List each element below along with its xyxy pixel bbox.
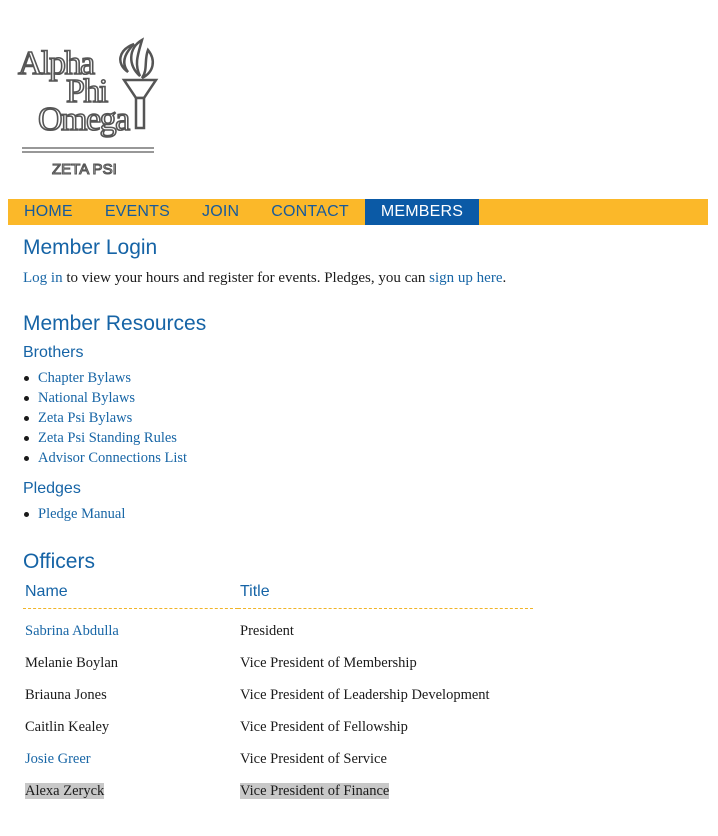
officer-name: Caitlin Kealey [25,718,110,735]
login-link[interactable]: Log in [23,270,63,286]
brothers-list [23,368,703,468]
table-row [23,775,533,807]
member-login-heading: Member Login [23,236,158,259]
list-item [38,448,703,468]
list-item [38,368,703,388]
national-bylaws-link[interactable]: National Bylaws [38,390,136,406]
logo-line1: Alpha [18,45,94,82]
logo-line2: Phi [66,73,107,110]
officer-name[interactable]: Sabrina Abdulla [25,622,119,639]
standing-rules-link[interactable]: Zeta Psi Standing Rules [38,430,177,446]
logo-chapter: ZETA PSI [52,161,117,178]
name-column-header: Name [23,582,238,609]
nav-members[interactable]: MEMBERS [365,199,479,225]
advisor-connections-link[interactable]: Advisor Connections List [38,450,188,466]
officers-heading: Officers [23,550,95,573]
table-header-row [23,582,533,609]
alpha-phi-omega-logo[interactable] [16,36,166,184]
pledges-list [23,504,703,524]
list-item [38,408,703,428]
list-item [38,428,703,448]
table-row [23,615,533,647]
officers-table [23,582,533,807]
login-text [23,270,703,287]
table-row [23,711,533,743]
pledge-manual-link[interactable]: Pledge Manual [38,506,126,522]
login-text-1: to view your hours and register for events. Pledges, you can [62,270,430,286]
nav-join[interactable]: JOIN [202,203,240,220]
member-resources-heading: Member Resources [23,312,207,335]
brothers-heading: Brothers [23,344,84,361]
officer-title: Vice President of Service [240,750,387,767]
main-nav [8,199,708,225]
officer-name: Briauna Jones [25,686,107,703]
logo-line3: Omega [38,101,129,138]
officer-title: Vice President of Leadership Development [240,686,490,703]
nav-home[interactable]: HOME [24,203,73,220]
main-content [23,236,703,807]
pledges-heading: Pledges [23,480,81,497]
nav-events[interactable]: EVENTS [104,203,171,220]
zeta-psi-bylaws-link[interactable]: Zeta Psi Bylaws [38,410,133,426]
title-column-header: Title [238,582,533,609]
table-row [23,743,533,775]
list-item [38,504,703,524]
signup-link[interactable]: sign up here [429,270,503,286]
officer-name[interactable]: Josie Greer [25,750,91,767]
login-text-2: . [502,270,507,286]
chapter-bylaws-link[interactable]: Chapter Bylaws [38,370,132,386]
officer-title: President [240,622,294,639]
officer-title: Vice President of Finance [240,782,390,799]
nav-contact[interactable]: CONTACT [271,203,349,220]
table-row [23,647,533,679]
officer-name: Alexa Zeryck [25,782,105,799]
officer-title: Vice President of Membership [240,654,417,671]
officer-name: Melanie Boylan [25,654,119,671]
table-row [23,679,533,711]
officer-title: Vice President of Fellowship [240,718,408,735]
list-item [38,388,703,408]
